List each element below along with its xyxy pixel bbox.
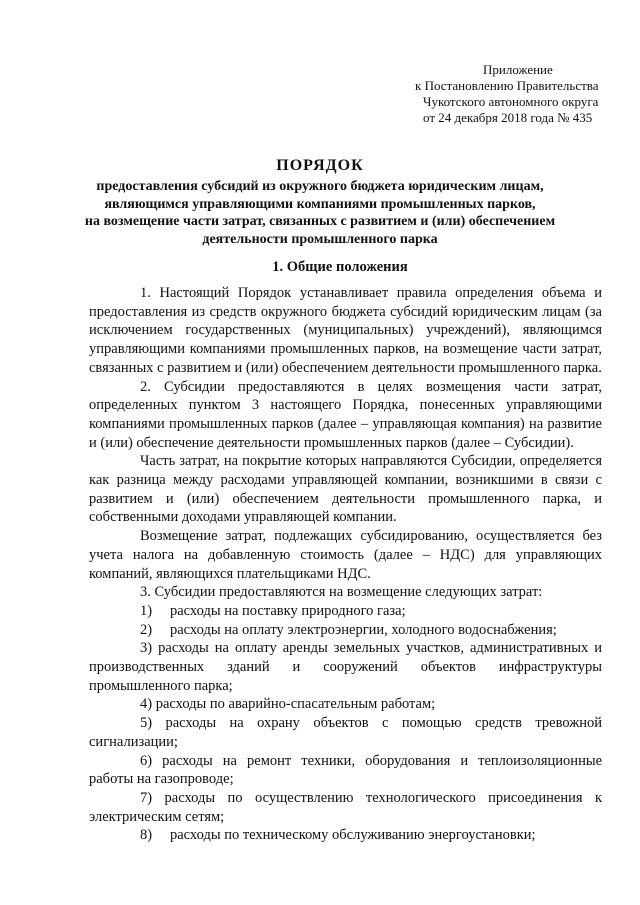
list-item-text: расходы на охрану объектов с помощью средств тревожной сигнализации; [89, 715, 602, 750]
list-item-number: 7) [140, 789, 153, 806]
list-item-text: расходы на оплату электроэнергии, холодного водоснабжения; [170, 621, 557, 638]
appendix-line: к Постановлению Правительства [415, 78, 599, 93]
list-item [89, 752, 602, 789]
paragraph: 3. Субсидии предоставляются на возмещение следующих затрат: [140, 584, 543, 601]
list-item-text: расходы по осуществлению технологического присоединения к электрическим сетям; [89, 789, 602, 825]
appendix-line: Приложение [483, 62, 553, 77]
list-item-number: 5) [140, 715, 153, 732]
title-subline: деятельности промышленного парка [202, 231, 438, 247]
list-item-number: 8) [140, 827, 153, 844]
list-item-number: 2) [140, 621, 153, 638]
list-item [89, 639, 602, 695]
paragraph: Возмещение затрат, подлежащих субсидированию, осуществляется без учета налога на добавленную стоимость (далее – НДС) для управляющих компаний, являющихся плательщиками НДС. [89, 528, 602, 582]
title-subline: на возмещение части затрат, связанных с развитием и (или) обеспечением [84, 214, 556, 229]
title-main: ПОРЯДОК [276, 157, 364, 174]
paragraph: Часть затрат, на покрытие которых направляются Субсидии, определяется как разница между расходами управляющей компании, возникшими в связи с развитием и (или) обеспечением деятельности промышленного парка, и собственными доходами управляющей компании. [89, 453, 602, 526]
document-body [89, 284, 602, 845]
list-item [89, 621, 602, 640]
list-item [89, 695, 602, 714]
list-item-text: расходы на ремонт техники, оборудования и теплоизоляционные работы на газопроводе; [89, 752, 603, 788]
title-subline: являющимся управляющими компаниями промышленных парков, [104, 196, 536, 212]
section-heading: 1. Общие положения [272, 259, 408, 275]
list-item [89, 826, 602, 845]
list-item-text: расходы по техническому обслуживанию энергоустановки; [170, 827, 536, 844]
appendix-note [405, 62, 615, 126]
appendix-line: от 24 декабря 2018 года № 435 [423, 110, 593, 125]
paragraph: 1. Настоящий Порядок устанавливает правила определения объема и предоставления из средств окружного бюджета субсидий юридическим лицам (за исключением государственных (муниципальных) учреждений), являющимся управляющими компаниями промышленных парков, на возмещение части затрат, связанных с развитием и (или) обеспечением деятельности промышленного парка. [89, 285, 602, 376]
list-item-number: 3) [140, 640, 153, 657]
paragraph: 2. Субсидии предоставляются в целях возмещения части затрат, определенных пунктом 3 настоящего Порядка, понесенных управляющими компаниями промышленных парков (далее – управляющая компания) на развитие и (или) обеспечение деятельности промышленных парков (далее – Субсидии). [89, 378, 602, 451]
list-item-text: расходы на оплату аренды земельных участков, административных и производственных зданий и сооружений объектов инфраструктуры промышленного парка; [89, 640, 603, 694]
list-item-text: расходы на поставку природного газа; [170, 602, 406, 619]
list-item [89, 789, 602, 826]
document-title [80, 156, 560, 248]
list-item-number: 6) [140, 752, 153, 769]
list-item-number: 4) [140, 696, 153, 713]
appendix-line: Чукотского автономного округа [423, 94, 599, 109]
list-item-number: 1) [140, 602, 153, 619]
list-item [89, 714, 602, 751]
list-item-text: расходы по аварийно-спасательным работам; [155, 696, 436, 713]
title-subline: предоставления субсидий из окружного бюджета юридическим лицам, [96, 179, 544, 194]
list-item [89, 602, 602, 621]
